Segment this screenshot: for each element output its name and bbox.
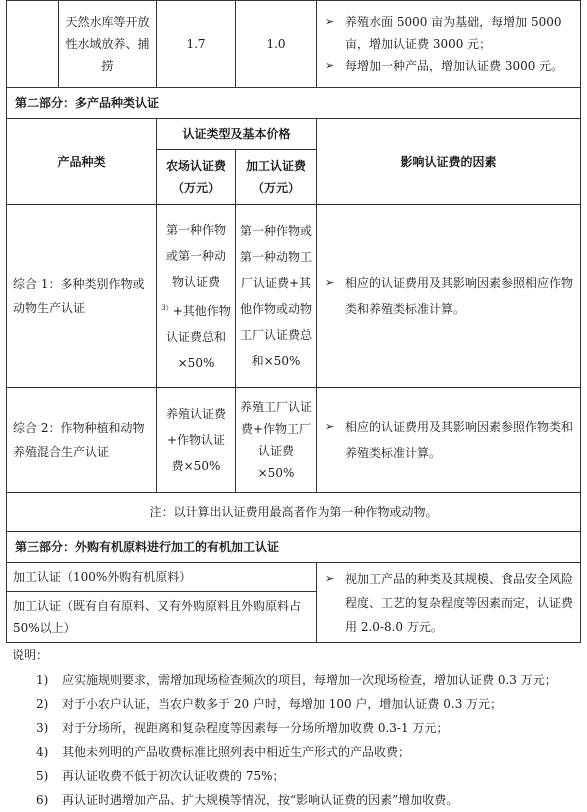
explanatory-notes <box>12 646 582 812</box>
product-name: 综合 2：作物种植和动物养殖混合生产认证 <box>13 421 145 459</box>
factor-bullet: ➢ 相应的认证费用及其影响因素参照相应作物类和养殖类标准计算。 <box>325 270 574 322</box>
table-row <box>7 205 581 388</box>
header-product-type: 产品种类 <box>7 119 157 205</box>
list-item: 4) 其他未列明的产品收费标准比照列表中相近生产形式的产品收费； <box>36 745 411 759</box>
arrow-bullet-icon: ➢ <box>325 571 335 585</box>
factor-bullet: ➢ 每增加一种产品，增加认证费 3000 元。 <box>325 55 574 77</box>
table-row <box>7 1 581 88</box>
list-item: 6) 再认证时遇增加产品、扩大规模等情况，按“影响认证费的因素”增加收费。 <box>36 793 459 807</box>
table-note: 注：以计算出认证费用最高者作为第一种作物或动物。 <box>7 493 581 532</box>
table-row <box>7 388 581 493</box>
header-process-fee: 加工认证费（万元） <box>245 159 306 195</box>
process-fee-value: 1.0 <box>266 37 286 51</box>
header-factors: 影响认证费的因素 <box>317 119 581 205</box>
arrow-bullet-icon: ➢ <box>325 59 335 72</box>
farm-fee-formula: 养殖认证费+作物认证费×50% <box>165 407 226 473</box>
process-fee-formula: 养殖工厂认证费+作物工厂认证费×50% <box>240 400 313 480</box>
section-title: 第三部分：外购有机原料进行加工的有机加工认证 <box>7 532 581 563</box>
header-cert-type: 认证类型及基本价格 <box>157 119 317 150</box>
section-title: 第二部分：多产品种类认证 <box>7 88 581 119</box>
header-row <box>7 119 581 150</box>
header-farm-fee: 农场认证费（万元） <box>165 159 226 195</box>
arrow-bullet-icon: ➢ <box>325 276 335 289</box>
notes-title: 说明： <box>12 648 49 662</box>
factor-bullet: ➢ 视加工产品的种类及其规模、食品安全风险程度、工艺的复杂程度等因素而定，认证费用 2.0-8.0 万元。 <box>325 567 574 639</box>
note-row <box>7 493 581 532</box>
section-title-row <box>7 532 581 563</box>
process-cert-type: 加工认证（100%外购有机原料） <box>7 563 317 592</box>
process-cert-type: 加工认证（既有自有原料、又有外购原料且外购原料占 50%以上） <box>7 592 317 643</box>
process-fee-formula: 第一种作物或第一种动物工厂认证费+其他作物或动物工厂认证费总和×50% <box>240 224 313 368</box>
farm-fee-formula: 第一种作物或第一种动物认证费$^{3)}$+其他作物认证费总和×50% <box>161 222 231 370</box>
table-row <box>7 563 581 592</box>
list-item: 2) 对于小农户认证，当农户数多于 20 户时，每增加 100 户，增加认证费 0.3 万元； <box>36 697 503 711</box>
certification-fee-table <box>6 0 581 643</box>
factor-bullet: ➢ 相应的认证费用及其影响因素参照作物类和养殖类标准计算。 <box>325 414 574 466</box>
product-name: 综合 1：多种类别作物或动物生产认证 <box>13 277 145 315</box>
arrow-bullet-icon: ➢ <box>325 420 335 433</box>
arrow-bullet-icon: ➢ <box>325 15 335 28</box>
farm-fee-value: 1.7 <box>186 37 206 51</box>
list-item: 5) 再认证收费不低于初次认证收费的 75%； <box>36 769 285 783</box>
section-title-row <box>7 88 581 119</box>
category-name: 天然水库等开放性水域放养、捕捞 <box>65 15 150 73</box>
list-item: 1) 应实施规则要求，需增加现场检查频次的项目，每增加一次现场检查，增加认证费 0.3 万元； <box>36 673 557 687</box>
list-item: 3) 对于分场所，视距离和复杂程度等因素每一分场所增加收费 0.3-1 万元； <box>36 721 449 735</box>
factor-bullet: ➢ 养殖水面 5000 亩为基础，每增加 5000 亩，增加认证费 3000 元； <box>325 11 574 55</box>
